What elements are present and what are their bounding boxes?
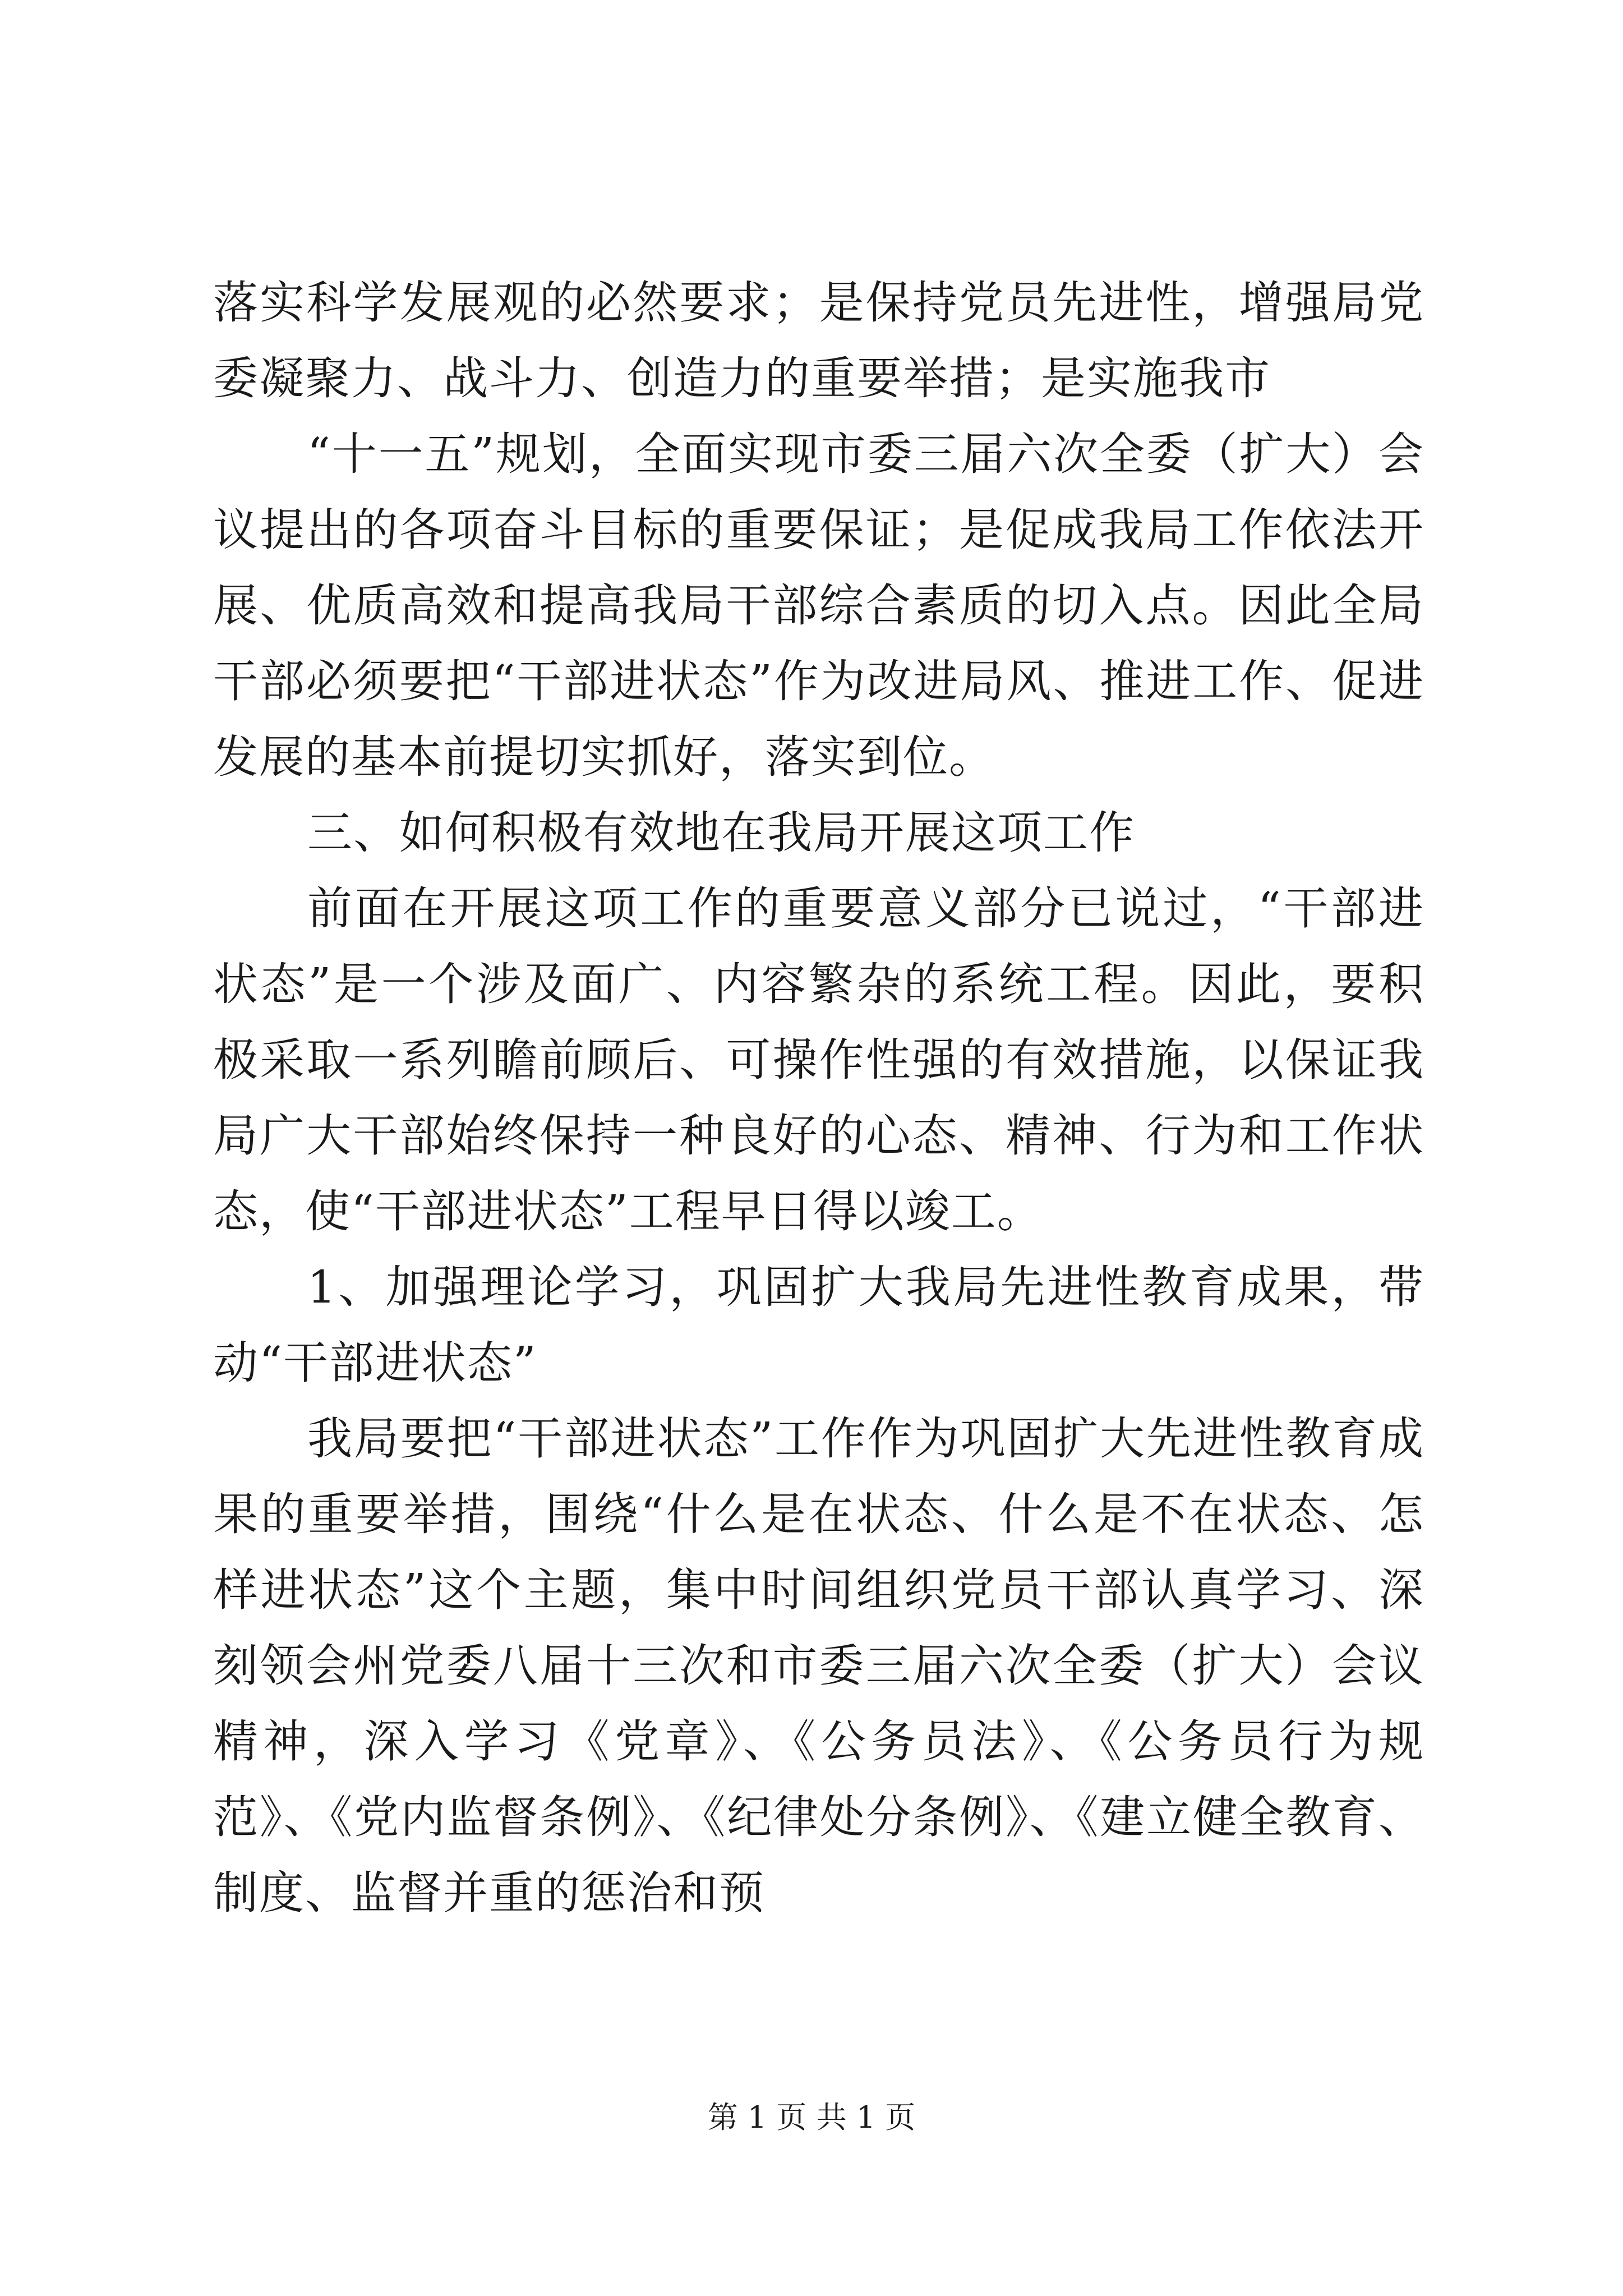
page-footer: 第 1 页 共 1 页 <box>707 2100 916 2135</box>
paragraph: “十一五”规划，全面实现市委三届六次全委（扩大）会议提出的各项奋斗目标的重要保证；是促成我局工作依法开展、优质高效和提高我局干部综合素质的切入点。因此全局干部必须要把“干部进状态”作为改进局风、推进工作、促进发展的基本前提切实抓好，落实到位。 <box>213 428 1424 783</box>
subsection-heading: 1、加强理论学习，巩固扩大我局先进性教育成果，带动“干部进状态” <box>213 1261 1424 1389</box>
paragraph: 我局要把“干部进状态”工作作为巩固扩大先进性教育成果的重要举措，围绕“什么是在状态、什么是不在状态、怎样进状态”这个主题，集中时间组织党员干部认真学习、深刻领会州党委八届十三次和市委三届六次全委（扩大）会议精神，深入学习《党章》、《公务员法》、《公务员行为规范》、《党内监督条例》、《纪律处分条例》、《建立健全教育、制度、监督并重的惩治和预 <box>213 1412 1424 1919</box>
paragraph: 落实科学发展观的必然要求；是保持党员先进性，增强局党委凝聚力、战斗力、创造力的重要举措；是实施我市 <box>213 277 1424 404</box>
section-heading: 三、如何积极有效地在我局开展这项工作 <box>307 807 1135 859</box>
document-body <box>213 265 1424 1931</box>
paragraph: 前面在开展这项工作的重要意义部分已说过，“干部进状态”是一个涉及面广、内容繁杂的系统工程。因此，要积极采取一系列瞻前顾后、可操作性强的有效措施，以保证我局广大干部始终保持一种良好的心态、精神、行为和工作状态，使“干部进状态”工程早日得以竣工。 <box>213 882 1424 1237</box>
